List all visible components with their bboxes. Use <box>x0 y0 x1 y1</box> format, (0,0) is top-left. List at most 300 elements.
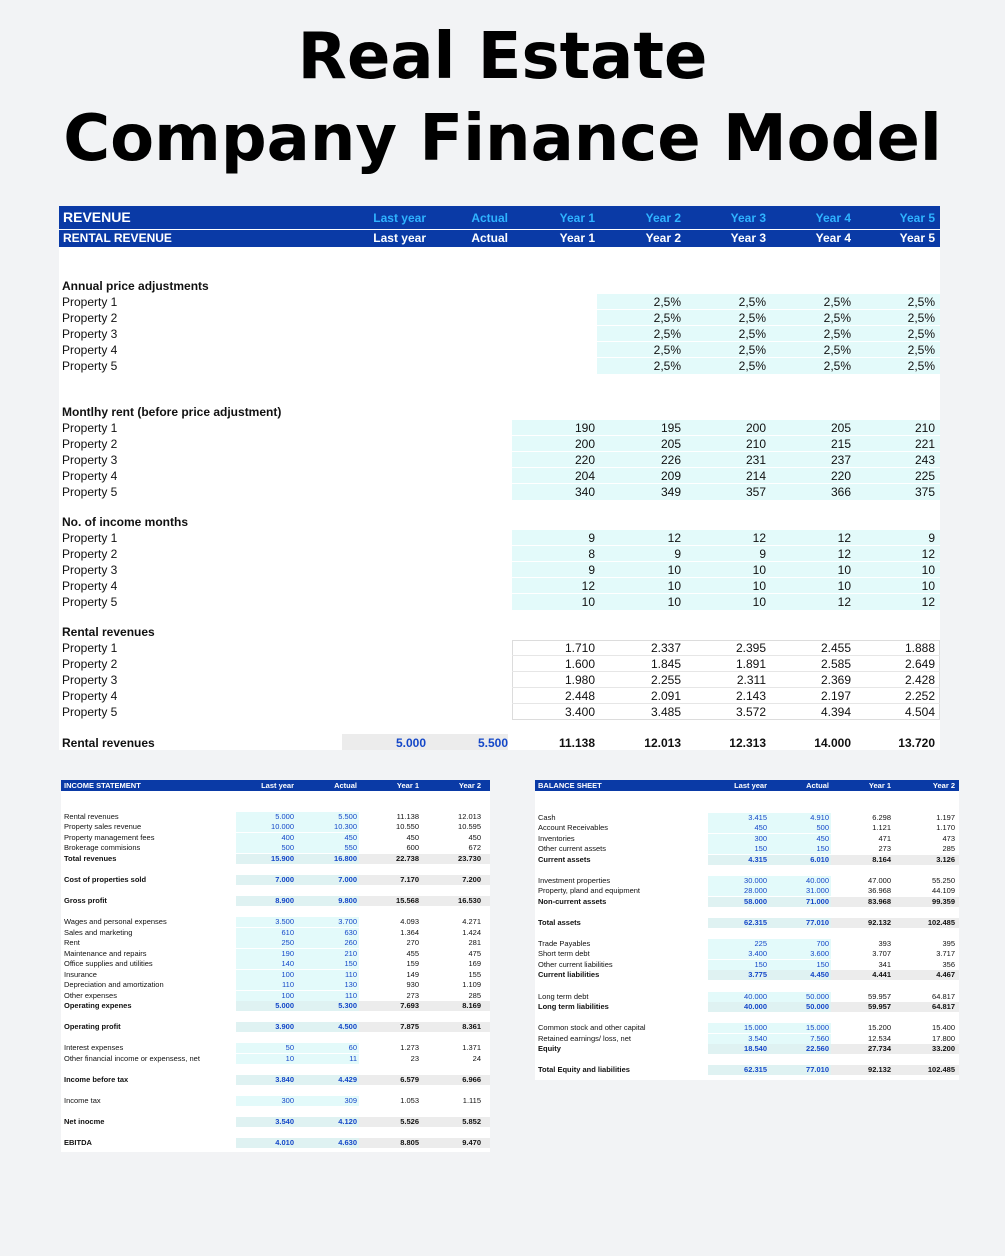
income-statement-value-cell[interactable]: 9.800 <box>338 896 357 905</box>
value-cell[interactable]: 12 <box>581 579 595 593</box>
income-statement-value-cell[interactable]: 140 <box>281 959 294 968</box>
balance-sheet-value-cell[interactable]: 77.010 <box>806 918 829 927</box>
value-cell[interactable]: 1.600 <box>564 657 595 671</box>
value-cell[interactable]: 2,5% <box>738 343 766 357</box>
total-cell[interactable]: 5.000 <box>395 736 426 750</box>
property-label: Property 1 <box>62 531 118 545</box>
income-statement-value-cell[interactable]: 4.271 <box>462 917 481 926</box>
value-cell[interactable]: 10 <box>752 579 766 593</box>
balance-sheet-value-cell[interactable]: 285 <box>942 844 955 853</box>
balance-sheet-value-cell[interactable]: 4.910 <box>810 813 829 822</box>
value-cell[interactable]: 1.980 <box>564 673 595 687</box>
balance-sheet-value-cell[interactable]: 3.126 <box>936 855 955 864</box>
balance-sheet-value-cell[interactable]: 17.800 <box>932 1034 955 1043</box>
rental-revenue-header-col: Actual <box>471 231 508 245</box>
income-statement-value-cell[interactable]: 100 <box>281 970 294 979</box>
income-statement-value-cell[interactable]: 24 <box>472 1054 481 1063</box>
value-cell[interactable]: 10 <box>752 563 766 577</box>
value-cell[interactable]: 2,5% <box>653 311 681 325</box>
income-statement-value-cell[interactable]: 273 <box>406 991 419 1000</box>
income-statement-value-cell[interactable]: 5.526 <box>400 1117 419 1126</box>
income-statement-value-cell[interactable]: 23 <box>410 1054 419 1063</box>
balance-sheet-value-cell[interactable]: 273 <box>878 844 891 853</box>
balance-sheet-value-cell[interactable]: 40.000 <box>744 1002 767 1011</box>
income-statement-value-cell[interactable]: 7.693 <box>400 1001 419 1010</box>
value-cell[interactable]: 237 <box>830 453 851 467</box>
value-cell[interactable]: 10 <box>837 563 851 577</box>
income-statement-value-cell[interactable]: 60 <box>348 1043 357 1052</box>
value-cell[interactable]: 210 <box>745 437 766 451</box>
income-statement-value-cell[interactable]: 5.300 <box>338 1001 357 1010</box>
balance-sheet-value-cell[interactable]: 395 <box>942 939 955 948</box>
balance-sheet-value-cell[interactable]: 15.200 <box>868 1023 891 1032</box>
income-statement-value-cell[interactable]: 309 <box>344 1096 357 1105</box>
balance-sheet-value-cell[interactable]: 44.109 <box>932 886 955 895</box>
balance-sheet-value-cell[interactable]: 450 <box>816 834 829 843</box>
value-cell[interactable]: 220 <box>574 453 595 467</box>
balance-sheet-value-cell[interactable]: 30.000 <box>744 876 767 885</box>
value-cell[interactable]: 2,5% <box>823 359 851 373</box>
income-statement-value-cell[interactable]: 285 <box>468 991 481 1000</box>
value-cell[interactable]: 2,5% <box>907 327 935 341</box>
value-cell[interactable]: 210 <box>914 421 935 435</box>
value-cell[interactable]: 2.337 <box>650 641 681 655</box>
value-cell[interactable]: 2,5% <box>738 295 766 309</box>
value-cell[interactable]: 2.395 <box>735 641 766 655</box>
value-cell[interactable]: 2,5% <box>907 343 935 357</box>
income-statement-value-cell[interactable]: 3.500 <box>275 917 294 926</box>
value-cell[interactable]: 10 <box>837 579 851 593</box>
value-cell[interactable]: 225 <box>914 469 935 483</box>
value-cell[interactable]: 4.394 <box>820 705 851 719</box>
balance-sheet-value-cell[interactable]: 58.000 <box>744 897 767 906</box>
value-cell[interactable]: 10 <box>921 563 935 577</box>
income-statement-value-cell[interactable]: 1.115 <box>462 1096 481 1105</box>
value-cell[interactable]: 2.255 <box>650 673 681 687</box>
income-statement-row-label: Total revenues <box>64 854 117 863</box>
balance-sheet-value-cell[interactable]: 4.467 <box>936 970 955 979</box>
balance-sheet-value-cell[interactable]: 3.717 <box>936 949 955 958</box>
value-cell[interactable]: 2.143 <box>735 689 766 703</box>
value-cell[interactable]: 2.311 <box>736 673 766 687</box>
income-statement-value-cell[interactable]: 4.010 <box>275 1138 294 1147</box>
value-cell[interactable]: 2,5% <box>738 311 766 325</box>
value-cell[interactable]: 2.448 <box>564 689 595 703</box>
value-cell[interactable]: 200 <box>745 421 766 435</box>
income-statement-value-cell[interactable]: 1.364 <box>400 928 419 937</box>
income-statement-value-cell[interactable]: 270 <box>406 938 419 947</box>
income-statement-value-cell[interactable]: 7.000 <box>338 875 357 884</box>
income-statement-row <box>61 1001 490 1011</box>
total-cell[interactable]: 11.138 <box>558 736 595 750</box>
value-cell[interactable]: 2.091 <box>650 689 681 703</box>
income-statement-value-cell[interactable]: 281 <box>468 938 481 947</box>
value-cell[interactable]: 2.252 <box>904 689 935 703</box>
balance-sheet-value-cell[interactable]: 3.540 <box>748 1034 767 1043</box>
balance-sheet-row-label: Equity <box>538 1044 561 1053</box>
value-cell[interactable]: 205 <box>830 421 851 435</box>
value-cell[interactable]: 2,5% <box>907 359 935 373</box>
income-statement-value-cell[interactable]: 12.013 <box>458 812 481 821</box>
income-statement-value-cell[interactable]: 11 <box>349 1054 357 1063</box>
value-cell[interactable]: 12 <box>921 547 935 561</box>
balance-sheet-row <box>535 992 959 1002</box>
value-cell[interactable]: 2,5% <box>653 327 681 341</box>
income-statement-value-cell[interactable]: 16.530 <box>458 896 481 905</box>
balance-sheet-value-cell[interactable]: 36.968 <box>868 886 891 895</box>
income-statement-value-cell[interactable]: 930 <box>406 980 419 989</box>
rental-revenue-header-col: Year 2 <box>645 231 681 245</box>
balance-sheet-value-cell[interactable]: 150 <box>754 844 767 853</box>
balance-sheet-value-cell[interactable]: 33.200 <box>932 1044 955 1053</box>
balance-sheet-value-cell[interactable]: 6.298 <box>872 813 891 822</box>
value-cell[interactable]: 3.400 <box>564 705 595 719</box>
value-cell[interactable]: 12 <box>921 595 935 609</box>
income-statement-value-cell[interactable]: 7.000 <box>275 875 294 884</box>
income-statement-value-cell[interactable]: 450 <box>406 833 419 842</box>
value-cell[interactable]: 9 <box>588 563 595 577</box>
balance-sheet-value-cell[interactable]: 471 <box>878 834 891 843</box>
income-statement-value-cell[interactable]: 1.424 <box>462 928 481 937</box>
balance-sheet-value-cell[interactable]: 7.560 <box>810 1034 829 1043</box>
section-title <box>59 404 940 420</box>
balance-sheet-value-cell[interactable]: 1.121 <box>872 823 891 832</box>
income-statement-value-cell[interactable]: 1.109 <box>462 980 481 989</box>
value-cell[interactable]: 190 <box>574 421 595 435</box>
income-statement-value-cell[interactable]: 4.500 <box>338 1022 357 1031</box>
balance-sheet-header-label: BALANCE SHEET <box>538 781 602 790</box>
income-statement-value-cell[interactable]: 4.630 <box>338 1138 357 1147</box>
value-cell[interactable]: 1.888 <box>904 641 935 655</box>
balance-sheet-value-cell[interactable]: 3.400 <box>748 949 767 958</box>
income-statement-row-label: Operating expenes <box>64 1001 132 1010</box>
balance-sheet-value-cell[interactable]: 3.707 <box>872 949 891 958</box>
total-cell[interactable]: 13.720 <box>898 736 935 750</box>
value-cell[interactable]: 9 <box>928 531 935 545</box>
balance-sheet-value-cell[interactable]: 150 <box>816 844 829 853</box>
balance-sheet-value-cell[interactable]: 4.315 <box>748 855 767 864</box>
balance-sheet-value-cell[interactable]: 3.415 <box>748 813 767 822</box>
value-cell[interactable]: 4.504 <box>904 705 935 719</box>
value-cell[interactable]: 2,5% <box>907 295 935 309</box>
income-statement-value-cell[interactable]: 5.000 <box>275 812 294 821</box>
value-cell[interactable]: 10 <box>667 595 681 609</box>
value-cell[interactable]: 357 <box>745 485 766 499</box>
value-cell[interactable]: 2,5% <box>653 343 681 357</box>
value-cell[interactable]: 10 <box>921 579 935 593</box>
total-cell[interactable]: 12.013 <box>644 736 681 750</box>
balance-sheet-value-cell[interactable]: 83.968 <box>868 897 891 906</box>
property-row <box>59 640 940 656</box>
balance-sheet-value-cell[interactable]: 40.000 <box>806 876 829 885</box>
value-cell[interactable]: 231 <box>745 453 766 467</box>
income-statement-value-cell[interactable]: 10.550 <box>396 822 419 831</box>
balance-sheet-value-cell[interactable]: 150 <box>816 960 829 969</box>
income-statement-value-cell[interactable]: 672 <box>468 843 481 852</box>
value-cell[interactable]: 9 <box>588 531 595 545</box>
balance-sheet-value-cell[interactable]: 92.132 <box>868 918 891 927</box>
income-statement-value-cell[interactable]: 155 <box>468 970 481 979</box>
value-cell[interactable]: 2.585 <box>820 657 851 671</box>
balance-sheet-header-col: Actual <box>806 781 829 790</box>
value-cell[interactable]: 2,5% <box>653 295 681 309</box>
income-statement-value-cell[interactable]: 7.170 <box>400 875 419 884</box>
total-cell[interactable]: 5.500 <box>477 736 508 750</box>
balance-sheet-value-cell[interactable]: 393 <box>878 939 891 948</box>
balance-sheet-value-cell[interactable]: 62.315 <box>744 1065 767 1074</box>
income-statement-value-cell[interactable]: 3.700 <box>338 917 357 926</box>
value-cell[interactable]: 9 <box>674 547 681 561</box>
balance-sheet-value-cell[interactable]: 6.010 <box>810 855 829 864</box>
value-cell[interactable]: 215 <box>830 437 851 451</box>
income-statement-value-cell[interactable]: 7.875 <box>400 1022 419 1031</box>
value-cell[interactable]: 12 <box>667 531 681 545</box>
income-statement-value-cell[interactable]: 600 <box>406 843 419 852</box>
balance-sheet-value-cell[interactable]: 59.957 <box>868 1002 891 1011</box>
income-statement-value-cell[interactable]: 150 <box>344 959 357 968</box>
income-statement-value-cell[interactable]: 475 <box>468 949 481 958</box>
balance-sheet-value-cell[interactable]: 225 <box>754 939 767 948</box>
balance-sheet-value-cell[interactable]: 150 <box>754 960 767 969</box>
balance-sheet-value-cell[interactable]: 92.132 <box>868 1065 891 1074</box>
value-cell[interactable]: 2,5% <box>823 295 851 309</box>
income-statement-row-label: Gross profit <box>64 896 107 905</box>
total-cell[interactable]: 12.313 <box>729 736 766 750</box>
value-cell[interactable]: 2,5% <box>823 343 851 357</box>
balance-sheet-value-cell[interactable]: 99.359 <box>932 897 955 906</box>
income-statement-value-cell[interactable]: 8.900 <box>275 896 294 905</box>
income-statement-value-cell[interactable]: 6.579 <box>400 1075 419 1084</box>
balance-sheet-value-cell[interactable]: 27.734 <box>868 1044 891 1053</box>
balance-sheet-row-label: Other current liabilities <box>538 960 613 969</box>
balance-sheet-value-cell[interactable]: 1.170 <box>936 823 955 832</box>
value-cell[interactable]: 3.572 <box>735 705 766 719</box>
income-statement-value-cell[interactable]: 450 <box>468 833 481 842</box>
balance-sheet-row-label: Non-current assets <box>538 897 607 906</box>
balance-sheet-value-cell[interactable]: 356 <box>942 960 955 969</box>
value-cell[interactable]: 366 <box>830 485 851 499</box>
value-cell[interactable]: 10 <box>752 595 766 609</box>
balance-sheet-value-cell[interactable]: 3.600 <box>810 949 829 958</box>
value-cell[interactable]: 2,5% <box>823 311 851 325</box>
balance-sheet-value-cell[interactable]: 12.534 <box>868 1034 891 1043</box>
balance-sheet-value-cell[interactable]: 15.400 <box>932 1023 955 1032</box>
income-statement-value-cell[interactable]: 630 <box>344 928 357 937</box>
value-cell[interactable]: 375 <box>914 485 935 499</box>
income-statement-row <box>61 1138 490 1148</box>
income-statement-value-cell[interactable]: 5.852 <box>462 1117 481 1126</box>
property-label: Property 5 <box>62 485 118 499</box>
income-statement-value-cell[interactable]: 16.800 <box>334 854 357 863</box>
income-statement-value-cell[interactable]: 8.805 <box>400 1138 419 1147</box>
value-cell[interactable]: 200 <box>574 437 595 451</box>
value-cell[interactable]: 214 <box>745 469 766 483</box>
income-statement-value-cell[interactable]: 550 <box>344 843 357 852</box>
balance-sheet-value-cell[interactable]: 102.485 <box>927 918 955 927</box>
income-statement-value-cell[interactable]: 610 <box>281 928 294 937</box>
income-statement-value-cell[interactable]: 8.169 <box>462 1001 481 1010</box>
income-statement-value-cell[interactable]: 250 <box>281 938 294 947</box>
balance-sheet-value-cell[interactable]: 700 <box>816 939 829 948</box>
balance-sheet-value-cell[interactable]: 15.000 <box>744 1023 767 1032</box>
balance-sheet-value-cell[interactable]: 64.817 <box>932 1002 955 1011</box>
balance-sheet-value-cell[interactable]: 62.315 <box>744 918 767 927</box>
income-statement-value-cell[interactable]: 6.966 <box>462 1075 481 1084</box>
value-cell[interactable]: 243 <box>914 453 935 467</box>
balance-sheet-value-cell[interactable]: 3.775 <box>748 970 767 979</box>
balance-sheet-value-cell[interactable]: 15.000 <box>806 1023 829 1032</box>
value-cell[interactable]: 349 <box>660 485 681 499</box>
income-statement-value-cell[interactable]: 100 <box>281 991 294 1000</box>
value-cell[interactable]: 3.485 <box>650 705 681 719</box>
value-cell[interactable]: 1.891 <box>735 657 766 671</box>
income-statement-value-cell[interactable]: 110 <box>345 970 357 979</box>
total-cell[interactable]: 14.000 <box>814 736 851 750</box>
income-statement-value-cell[interactable]: 4.429 <box>338 1075 357 1084</box>
income-statement-value-cell[interactable]: 455 <box>406 949 419 958</box>
income-statement-row-label: Net inocme <box>64 1117 105 1126</box>
value-cell[interactable]: 2.649 <box>904 657 935 671</box>
value-cell[interactable]: 2,5% <box>653 359 681 373</box>
income-statement-sheet <box>61 780 490 1152</box>
balance-sheet-value-cell[interactable]: 50.000 <box>806 992 829 1001</box>
income-statement-header-label: INCOME STATEMENT <box>64 781 141 790</box>
income-statement-value-cell[interactable]: 50 <box>285 1043 294 1052</box>
value-cell[interactable]: 2,5% <box>907 311 935 325</box>
income-statement-value-cell[interactable]: 1.273 <box>400 1043 419 1052</box>
income-statement-value-cell[interactable]: 23.730 <box>458 854 481 863</box>
income-statement-value-cell[interactable]: 15.900 <box>271 854 294 863</box>
income-statement-row <box>61 959 490 969</box>
value-cell[interactable]: 8 <box>588 547 595 561</box>
income-statement-value-cell[interactable]: 10.595 <box>458 822 481 831</box>
balance-sheet-value-cell[interactable]: 450 <box>754 823 767 832</box>
balance-sheet-value-cell[interactable]: 1.197 <box>936 813 955 822</box>
income-statement-value-cell[interactable]: 300 <box>281 1096 294 1105</box>
balance-sheet-value-cell[interactable]: 47.000 <box>868 876 891 885</box>
income-statement-value-cell[interactable]: 1.053 <box>400 1096 419 1105</box>
income-statement-value-cell[interactable]: 149 <box>406 970 419 979</box>
value-cell[interactable]: 2.369 <box>820 673 851 687</box>
income-statement-row-label: EBITDA <box>64 1138 92 1147</box>
value-cell[interactable]: 12 <box>837 531 851 545</box>
income-statement-value-cell[interactable]: 4.093 <box>400 917 419 926</box>
value-cell[interactable]: 12 <box>837 595 851 609</box>
value-cell[interactable]: 12 <box>752 531 766 545</box>
value-cell[interactable]: 10 <box>581 595 595 609</box>
income-statement-value-cell[interactable]: 5.500 <box>338 812 357 821</box>
value-cell[interactable]: 226 <box>660 453 681 467</box>
value-cell[interactable]: 221 <box>914 437 935 451</box>
property-row <box>59 656 940 672</box>
income-statement-value-cell[interactable]: 3.540 <box>275 1117 294 1126</box>
value-cell[interactable]: 340 <box>574 485 595 499</box>
property-label: Property 3 <box>62 327 118 341</box>
property-row <box>59 342 940 358</box>
balance-sheet-value-cell[interactable]: 18.540 <box>744 1044 767 1053</box>
balance-sheet-value-cell[interactable]: 8.164 <box>872 855 891 864</box>
income-statement-value-cell[interactable]: 260 <box>344 938 357 947</box>
income-statement-value-cell[interactable]: 5.000 <box>275 1001 294 1010</box>
income-statement-value-cell[interactable]: 190 <box>281 949 294 958</box>
value-cell[interactable]: 10 <box>667 579 681 593</box>
income-statement-value-cell[interactable]: 130 <box>344 980 357 989</box>
balance-sheet-value-cell[interactable]: 31.000 <box>806 886 829 895</box>
value-cell[interactable]: 205 <box>660 437 681 451</box>
balance-sheet-value-cell[interactable]: 50.000 <box>806 1002 829 1011</box>
balance-sheet-value-cell[interactable]: 300 <box>754 834 767 843</box>
balance-sheet-value-cell[interactable]: 341 <box>878 960 891 969</box>
income-statement-value-cell[interactable]: 8.361 <box>462 1022 481 1031</box>
value-cell[interactable]: 2,5% <box>738 359 766 373</box>
value-cell[interactable]: 2,5% <box>823 327 851 341</box>
income-statement-value-cell[interactable]: 4.120 <box>338 1117 357 1126</box>
value-cell[interactable]: 9 <box>759 547 766 561</box>
value-cell[interactable]: 220 <box>830 469 851 483</box>
income-statement-value-cell[interactable]: 7.200 <box>462 875 481 884</box>
property-label: Property 2 <box>62 311 118 325</box>
balance-sheet-value-cell[interactable]: 102.485 <box>927 1065 955 1074</box>
income-statement-value-cell[interactable]: 10.300 <box>334 822 357 831</box>
income-statement-value-cell[interactable]: 3.840 <box>275 1075 294 1084</box>
value-cell[interactable]: 209 <box>660 469 681 483</box>
balance-sheet-value-cell[interactable]: 473 <box>942 834 955 843</box>
balance-sheet-value-cell[interactable]: 55.250 <box>932 876 955 885</box>
income-statement-value-cell[interactable]: 159 <box>406 959 419 968</box>
balance-sheet-value-cell[interactable]: 28.000 <box>744 886 767 895</box>
balance-sheet-value-cell[interactable]: 4.441 <box>872 970 891 979</box>
balance-sheet-value-cell[interactable]: 71.000 <box>806 897 829 906</box>
income-statement-value-cell[interactable]: 22.738 <box>396 854 419 863</box>
value-cell[interactable]: 12 <box>837 547 851 561</box>
value-cell[interactable]: 195 <box>660 421 681 435</box>
income-statement-value-cell[interactable]: 169 <box>468 959 481 968</box>
value-cell[interactable]: 2.455 <box>820 641 851 655</box>
value-cell[interactable]: 2.428 <box>904 673 935 687</box>
income-statement-value-cell[interactable]: 110 <box>345 991 357 1000</box>
income-statement-value-cell[interactable]: 110 <box>282 980 294 989</box>
income-statement-value-cell[interactable]: 10.000 <box>271 822 294 831</box>
income-statement-value-cell[interactable]: 3.900 <box>275 1022 294 1031</box>
income-statement-value-cell[interactable]: 11.138 <box>396 812 419 821</box>
value-cell[interactable]: 2.197 <box>820 689 851 703</box>
section-title-label: Annual price adjustments <box>62 279 209 293</box>
balance-sheet-value-cell[interactable]: 59.957 <box>868 992 891 1001</box>
balance-sheet-value-cell[interactable]: 40.000 <box>744 992 767 1001</box>
balance-sheet-value-cell[interactable]: 77.010 <box>806 1065 829 1074</box>
property-label: Property 2 <box>62 437 118 451</box>
income-statement-value-cell[interactable]: 400 <box>281 833 294 842</box>
balance-sheet-value-cell[interactable]: 22.560 <box>806 1044 829 1053</box>
income-statement-value-cell[interactable]: 210 <box>344 949 357 958</box>
income-statement-value-cell[interactable]: 1.371 <box>462 1043 481 1052</box>
balance-sheet-value-cell[interactable]: 4.450 <box>810 970 829 979</box>
value-cell[interactable]: 1.710 <box>564 641 595 655</box>
income-statement-value-cell[interactable]: 10 <box>285 1054 294 1063</box>
value-cell[interactable]: 10 <box>667 563 681 577</box>
value-cell[interactable]: 1.845 <box>650 657 681 671</box>
value-cell[interactable]: 2,5% <box>738 327 766 341</box>
income-statement-value-cell[interactable]: 15.568 <box>396 896 419 905</box>
value-cell[interactable]: 204 <box>574 469 595 483</box>
income-statement-value-cell[interactable]: 500 <box>281 843 294 852</box>
balance-sheet-value-cell[interactable]: 500 <box>816 823 829 832</box>
balance-sheet-value-cell[interactable]: 64.817 <box>932 992 955 1001</box>
income-statement-value-cell[interactable]: 9.470 <box>462 1138 481 1147</box>
balance-sheet-row <box>535 939 959 949</box>
income-statement-value-cell[interactable]: 450 <box>344 833 357 842</box>
section-title-label: Montlhy rent (before price adjustment) <box>62 405 282 419</box>
